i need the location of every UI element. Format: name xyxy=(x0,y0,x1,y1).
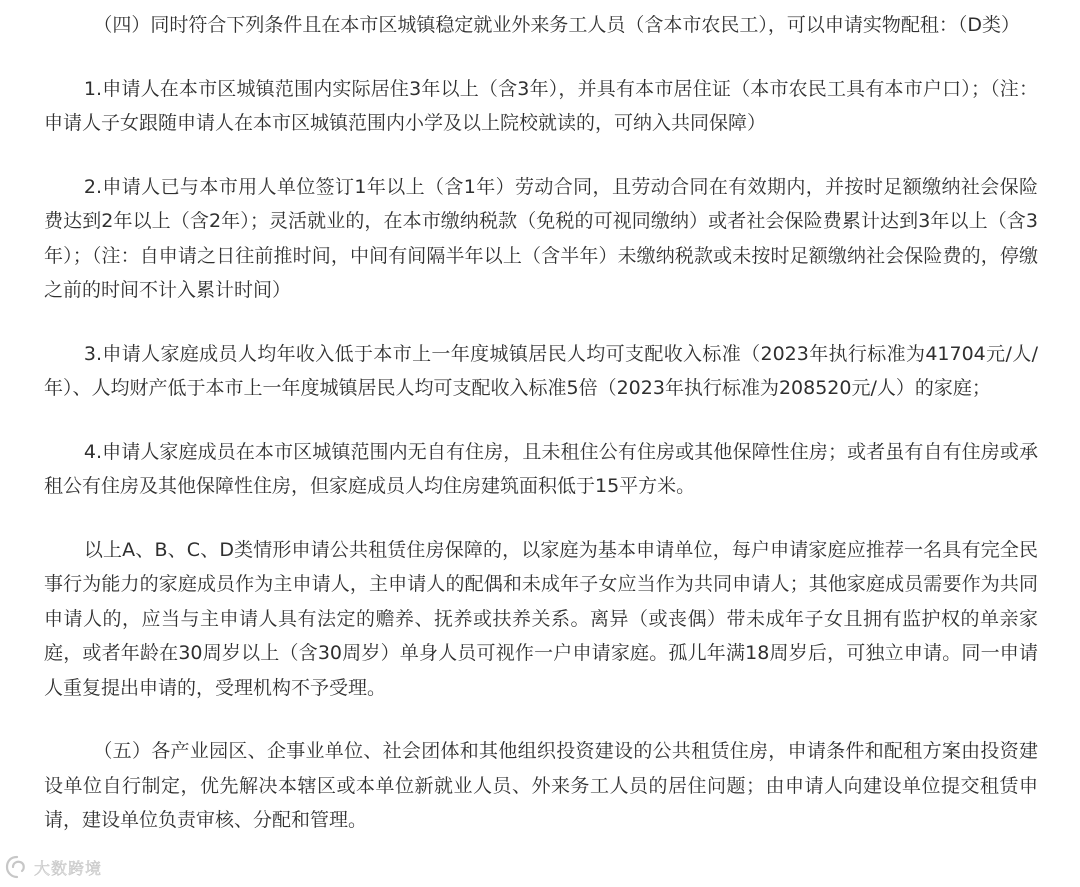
paragraph-section-5: （五）各产业园区、企事业单位、社会团体和其他组织投资建设的公共租赁住房，申请条件和配租方案由投资建设单位自行制定，优先解决本辖区或本单位新就业人员、外来务工人员的居住问题；由申请人向建设单位提交租赁申请，建设单位负责审核、分配和管理。 xyxy=(44,740,1038,831)
watermark xyxy=(4,852,102,882)
paragraph-application-rules: 以上A、B、C、D类情形申请公共租赁住房保障的，以家庭为基本申请单位，每户申请家庭应推荐一名具有完全民事行为能力的家庭成员作为主申请人，主申请人的配偶和未成年子女应当作为共同申请人；其他家庭成员需要作为共同申请人的，应当与主申请人具有法定的赡养、抚养或扶养关系。离异（或丧偶）带未成年子女且拥有监护权的单亲家庭，或者年龄在30周岁以上（含30周岁）单身人员可视作一户申请家庭。孤儿年满18周岁后，可独立申请。同一申请人重复提出申请的，受理机构不予受理。 xyxy=(44,538,1038,699)
paragraph-section-4-heading: （四）同时符合下列条件且在本市区城镇稳定就业外来务工人员（含本市农民工），可以申请实物配租：（D类） xyxy=(93,14,1021,36)
watermark-text: 大数跨境 xyxy=(34,858,103,878)
paragraph-condition-3: 3.申请人家庭成员人均年收入低于本市上一年度城镇居民人均可支配收入标准（2023年执行标准为41704元/人/年）、人均财产低于本市上一年度城镇居民人均可支配收入标准5倍（2023年执行标准为208520元/人）的家庭； xyxy=(44,342,1038,399)
paragraph-condition-1: 1.申请人在本市区城镇范围内实际居住3年以上（含3年），并具有本市居住证（本市农民工具有本市户口）；（注：申请人子女跟随申请人在本市区城镇范围内小学及以上院校就读的，可纳入共同保障） xyxy=(44,77,1038,134)
brand-logo-icon xyxy=(4,854,30,880)
document-body xyxy=(44,8,1038,838)
paragraph-condition-2: 2.申请人已与本市用人单位签订1年以上（含1年）劳动合同，且劳动合同在有效期内，并按时足额缴纳社会保险费达到2年以上（含2年）；灵活就业的，在本市缴纳税款（免税的可视同缴纳）或者社会保险费累计达到3年以上（含3年）；（注：自申请之日往前推时间，中间有间隔半年以上（含半年）未缴纳税款或未按时足额缴纳社会保险费的，停缴之前的时间不计入累计时间） xyxy=(44,175,1038,301)
paragraph-condition-4: 4.申请人家庭成员在本市区城镇范围内无自有住房，且未租住公有住房或其他保障性住房；或者虽有自有住房或承租公有住房及其他保障性住房，但家庭成员人均住房建筑面积低于15平方米。 xyxy=(44,440,1038,497)
